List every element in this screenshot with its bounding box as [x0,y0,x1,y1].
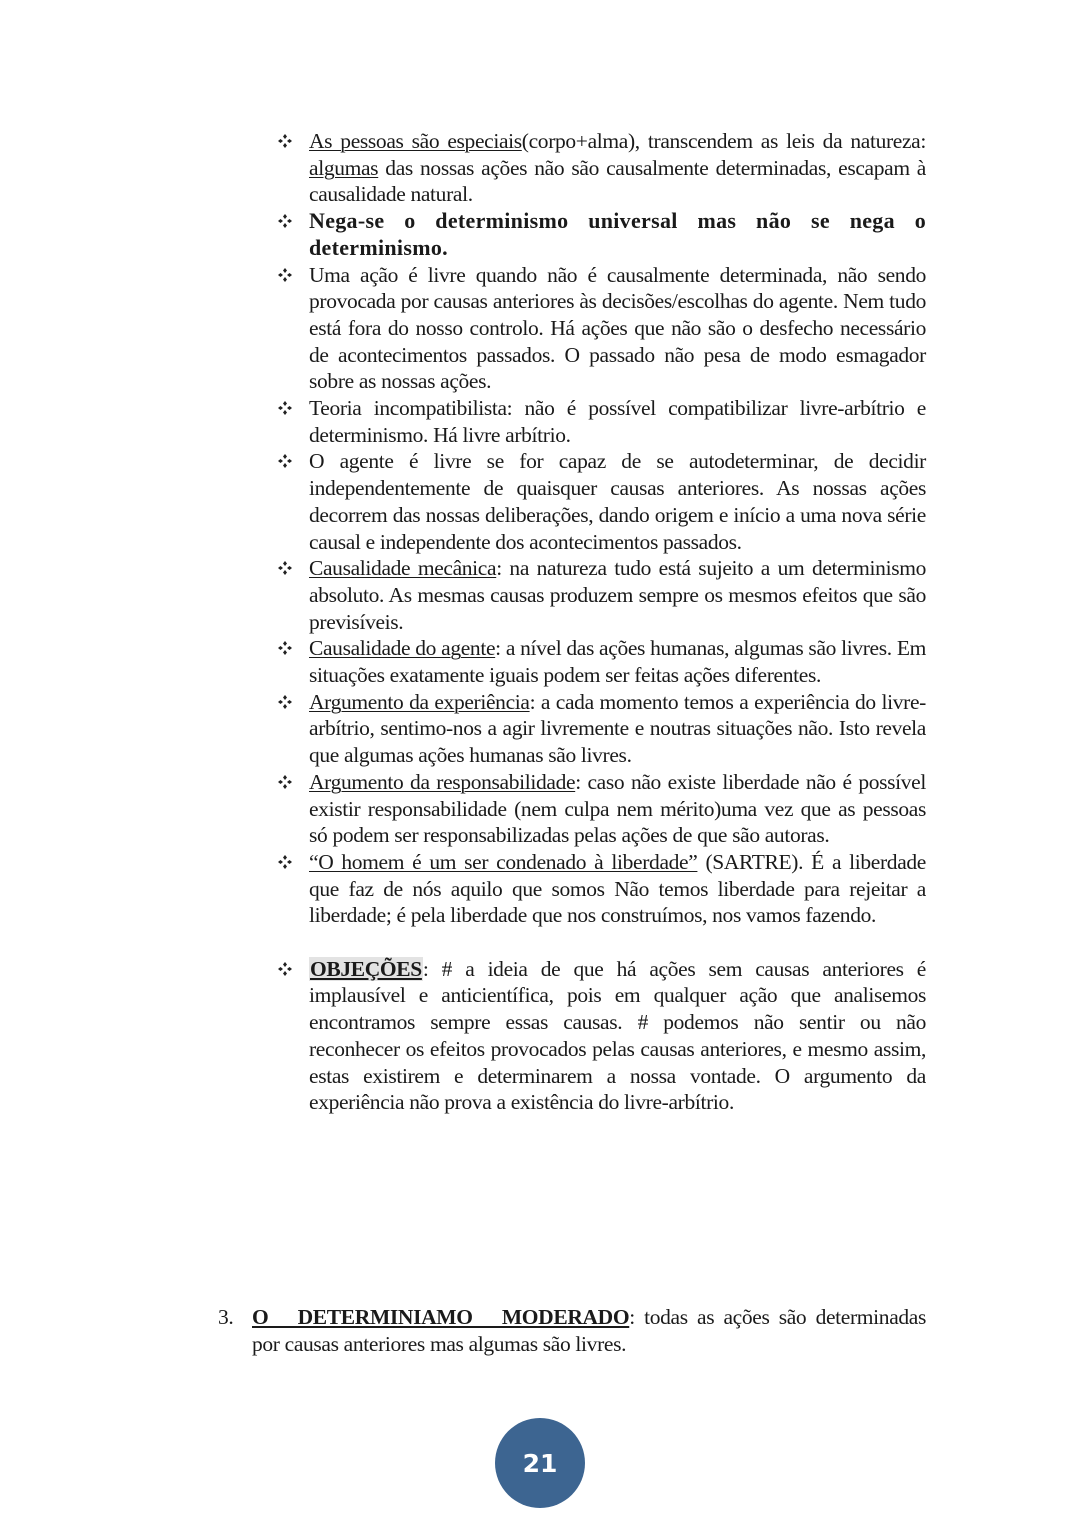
bullet-text: das nossas ações não são causalmente determinadas, escapam à causalidade natural. [309,155,926,207]
four-diamond-bullet-icon [276,639,294,657]
section-number: 3. [218,1305,234,1329]
four-diamond-bullet-icon [276,132,294,150]
bullet-text: Nega-se o determinismo universal mas não se nega o determinismo. [309,208,926,260]
four-diamond-bullet-icon [276,960,294,978]
list-item [276,395,926,448]
bullet-text: O agente é livre se for capaz de se autodeterminar, de decidir independentemente de quaisquer causas anteriores. As nossas ações decorrem das nossas deliberações, dando origem e início a uma nova série causal e independente dos acontecimentos passados. [309,449,926,554]
term-argumento-experiencia: Argumento da experiência [309,689,530,714]
sartre-quote: “O homem é um ser condenado à liberdade” [309,849,698,874]
list-item [276,689,926,769]
four-diamond-bullet-icon [276,773,294,791]
bullet-text: Uma ação é livre quando não é causalmente determinada, não sendo provocada por causas anteriores às decisões/escolhas do agente. Nem tudo está fora do nosso controlo. Há ações que não são o desfecho necessário de acontecimentos passados. O passado não pesa de modo esmagador sobre as nossas ações. [309,262,926,394]
list-item [276,849,926,929]
four-diamond-bullet-icon [276,452,294,470]
list-item [276,555,926,635]
four-diamond-bullet-icon [276,853,294,871]
bullet-text: : a nível das ações humanas, algumas são livres. Em situações exatamente iguais podem ser feitas ações diferentes. [309,636,927,688]
list-item [276,635,926,688]
section-text: : todas as ações são determinadas por causas anteriores mas algumas são livres. [252,1305,927,1356]
section-title: O DETERMINIAMO MODERADO [252,1305,630,1329]
term-argumento-responsabilidade: Argumento da responsabilidade [309,769,576,794]
four-diamond-bullet-icon [276,212,294,230]
bullet-text: (corpo+alma), transcendem as leis da natureza: [521,129,926,153]
term-as-pessoas: As pessoas são especiais [309,129,522,153]
term-causalidade-mecanica: Causalidade mecânica [309,556,497,581]
bullet-text: : caso não existe liberdade não é possível existir responsabilidade (nem culpa nem mérito)uma vez que as pessoas só podem ser responsabilizadas pelas ações de que são autoras. [309,769,926,848]
list-item [276,208,926,261]
four-diamond-bullet-icon [276,266,294,284]
four-diamond-bullet-icon [276,693,294,711]
term-causalidade-do-agente: Causalidade do agente [309,636,496,661]
section-body [252,1304,926,1357]
section-3 [218,1304,926,1357]
page-number-badge [495,1418,585,1508]
list-item [276,769,926,849]
list-item [276,262,926,396]
term-objecoes: OBJEÇÕES [310,956,422,981]
term-algumas: algumas [309,155,379,180]
bullet-text: Teoria incompatibilista: não é possível compatibilizar livre-arbítrio e determinismo. Há livre arbítrio. [309,396,926,447]
list-item [276,956,926,1116]
four-diamond-bullet-icon [276,559,294,577]
bullet-text: : a cada momento temos a experiência do livre-arbítrio, sentimo-nos a agir livremente e noutras situações não. Isto revela que algumas ações humanas são livres. [309,689,926,768]
list-item [276,448,926,555]
four-diamond-bullet-icon [276,399,294,417]
bullet-text: : na natureza tudo está sujeito a um determinismo absoluto. As mesmas causas produzem sempre os mesmos efeitos que são previsíveis. [309,556,926,634]
bullet-text: : # a ideia de que há ações sem causas anteriores é implausível e anticientífica, pois em qualquer ação que analisemos encontramos sempre essas causas. # podemos não sentir ou não reconhecer os efeitos provocados pelas causas anteriores, e mesmo assim, estas existirem e determinarem a nossa vontade. O argumento da experiência não prova a existência do livre-arbítrio. [309,956,926,1115]
list-item [276,128,926,208]
bullet-text: (SARTRE). É a liberdade que faz de nós aquilo que somos Não temos liberdade para rejeitar a liberdade; é pela liberdade que nos construímos, nos vamos fazendo. [309,849,926,928]
page-number: 21 [522,1448,558,1478]
bullet-list [276,128,926,1116]
